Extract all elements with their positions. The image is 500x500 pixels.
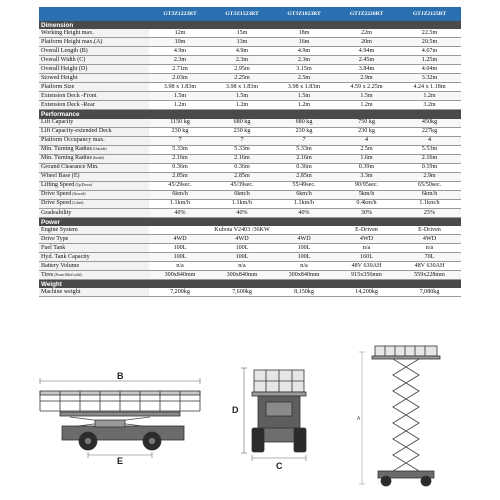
table-row bbox=[39, 47, 461, 56]
table-row bbox=[39, 235, 461, 244]
table-cell: 2.3m bbox=[149, 56, 211, 65]
spec-table bbox=[39, 7, 461, 297]
table-cell: 25% bbox=[398, 208, 461, 217]
rear-view-drawing bbox=[241, 368, 306, 461]
table-row bbox=[39, 38, 461, 47]
section-title: Performance bbox=[39, 110, 461, 119]
scissor-arm-right bbox=[393, 359, 419, 471]
row-label-text: Platform Size bbox=[41, 83, 75, 90]
table-row bbox=[39, 262, 461, 271]
table-cell: 7 bbox=[149, 136, 211, 145]
table-row bbox=[39, 65, 461, 74]
table-cell: 22.5m bbox=[398, 29, 461, 38]
table-row bbox=[39, 145, 461, 154]
table-row bbox=[39, 244, 461, 253]
table-cell: 160L bbox=[335, 253, 398, 262]
row-label-text: Lift Capacity-extended Deck bbox=[41, 128, 112, 135]
table-cell: 20.5m bbox=[398, 38, 461, 47]
row-label bbox=[39, 56, 149, 65]
table-cell: 7,080kg bbox=[398, 288, 461, 297]
table-cell: 4WD bbox=[273, 235, 335, 244]
table-cell: 750 kg bbox=[335, 119, 398, 128]
table-cell: 2.16m bbox=[149, 154, 211, 163]
table-cell: 2.16m bbox=[273, 154, 335, 163]
table-cell: 6km/h bbox=[149, 190, 211, 199]
right-wheel-icon bbox=[294, 428, 306, 452]
table-cell: 8,150kg bbox=[273, 288, 335, 297]
row-label-text: Fuel Tank bbox=[41, 244, 66, 251]
dimension-label-length: B bbox=[117, 371, 124, 381]
row-label bbox=[39, 92, 149, 101]
table-cell: 1.1km/h bbox=[149, 199, 211, 208]
table-row bbox=[39, 288, 461, 297]
model-header: GTJZ2226RT bbox=[335, 7, 398, 21]
section-header-row bbox=[39, 218, 461, 227]
row-label bbox=[39, 226, 149, 235]
table-cell: 680 kg bbox=[273, 119, 335, 128]
section-header-row bbox=[39, 280, 461, 289]
extended-front-wheel-icon bbox=[421, 476, 431, 486]
table-cell: 4WD bbox=[398, 235, 461, 244]
extended-view-drawing bbox=[359, 346, 440, 486]
row-label-text: Gradeability bbox=[41, 209, 72, 216]
table-cell: 915x356mm bbox=[335, 271, 398, 280]
row-label-text: Platform Height max.(A) bbox=[41, 38, 103, 45]
section-header-row bbox=[39, 110, 461, 119]
table-cell: 6km/h bbox=[398, 190, 461, 199]
row-label-text: Engine System bbox=[41, 226, 78, 233]
table-cell: 4.59 x 2.25m bbox=[335, 83, 398, 92]
table-cell: 7,200kg bbox=[149, 288, 211, 297]
left-wheel-icon bbox=[252, 428, 264, 452]
row-label-text: Min. Turning Radius bbox=[41, 155, 92, 162]
table-cell: 7 bbox=[273, 136, 335, 145]
table-cell: n/a bbox=[398, 244, 461, 253]
model-header: GTJZ2125RT bbox=[398, 7, 461, 21]
row-label-text: Tires bbox=[41, 271, 54, 278]
table-row bbox=[39, 226, 461, 235]
raised-platform bbox=[372, 356, 440, 359]
table-cell: 4.9m bbox=[273, 47, 335, 56]
table-row bbox=[39, 136, 461, 145]
table-cell: 70L bbox=[398, 253, 461, 262]
dimension-label-platform-height: A bbox=[357, 416, 361, 422]
machine-drawings bbox=[0, 340, 500, 500]
table-row bbox=[39, 101, 461, 110]
row-label bbox=[39, 127, 149, 136]
table-cell: 4.9m bbox=[149, 47, 211, 56]
table-cell: n/a bbox=[273, 262, 335, 271]
row-label-text: Wheel Base (E) bbox=[41, 173, 80, 180]
table-cell: 680 kg bbox=[211, 119, 273, 128]
model-header-row bbox=[39, 7, 461, 21]
dimension-label-height: D bbox=[232, 405, 239, 415]
table-row bbox=[39, 127, 461, 136]
table-cell: 2.85m bbox=[211, 172, 273, 181]
table-cell: 230 kg bbox=[211, 127, 273, 136]
merged-cell: Kubota V2403 /36KW bbox=[149, 226, 335, 235]
table-cell: 15m bbox=[211, 29, 273, 38]
row-label-text: Extension Deck -Front bbox=[41, 92, 97, 99]
table-cell: 100L bbox=[273, 253, 335, 262]
table-cell: 2.25m bbox=[211, 74, 273, 83]
table-cell: 2.85m bbox=[149, 172, 211, 181]
row-label-note: (Foam-filled solid) bbox=[54, 272, 82, 277]
row-label-text: Overall Height (D) bbox=[41, 65, 88, 72]
row-label bbox=[39, 262, 149, 271]
table-row bbox=[39, 74, 461, 83]
table-row bbox=[39, 208, 461, 217]
table-cell: n/a bbox=[211, 262, 273, 271]
extended-rear-wheel-icon bbox=[381, 476, 391, 486]
table-cell: 2.85m bbox=[273, 172, 335, 181]
table-cell: 45/29sec. bbox=[149, 181, 211, 190]
row-label bbox=[39, 199, 149, 208]
table-cell: 230 kg bbox=[273, 127, 335, 136]
section-header-row bbox=[39, 21, 461, 29]
table-cell: 1.2m bbox=[335, 101, 398, 110]
table-cell: 5.53m bbox=[398, 145, 461, 154]
table-cell: 3.32m bbox=[398, 74, 461, 83]
table-row bbox=[39, 119, 461, 128]
table-cell: 3.84m bbox=[335, 65, 398, 74]
table-cell: 3.15m bbox=[273, 65, 335, 74]
table-cell: 7,600kg bbox=[211, 288, 273, 297]
table-cell: 100L bbox=[211, 244, 273, 253]
table-cell: 4.24 x 1.18m bbox=[398, 83, 461, 92]
row-label bbox=[39, 29, 149, 38]
table-cell: 1150 kg bbox=[149, 119, 211, 128]
table-cell: E-Driven bbox=[398, 226, 461, 235]
table-cell: 4 bbox=[335, 136, 398, 145]
table-row bbox=[39, 83, 461, 92]
row-label-text: Min. Turning Radius bbox=[41, 146, 92, 153]
section-title: Dimension bbox=[39, 21, 461, 29]
table-cell: 559x228mm bbox=[398, 271, 461, 280]
table-cell: 2.5m bbox=[335, 145, 398, 154]
table-row bbox=[39, 172, 461, 181]
table-cell: 3.98 x 1.83m bbox=[211, 83, 273, 92]
table-cell: 7 bbox=[211, 136, 273, 145]
table-row bbox=[39, 190, 461, 199]
table-cell: 1.5m bbox=[273, 92, 335, 101]
table-cell: 0.4km/h bbox=[335, 199, 398, 208]
table-cell: 6km/h bbox=[211, 190, 273, 199]
table-cell: 1.1km/h bbox=[211, 199, 273, 208]
row-label bbox=[39, 190, 149, 199]
row-label-text: Working Height max. bbox=[41, 29, 94, 36]
section-title: Power bbox=[39, 218, 461, 227]
row-label bbox=[39, 244, 149, 253]
row-label-text: Overall Width (C) bbox=[41, 56, 86, 63]
table-cell: 2.3m bbox=[273, 56, 335, 65]
table-cell: 3.2m bbox=[398, 101, 461, 110]
table-cell: 10m bbox=[149, 38, 211, 47]
row-label-note: (Outside) bbox=[92, 147, 107, 152]
table-cell: 4WD bbox=[149, 235, 211, 244]
table-row bbox=[39, 199, 461, 208]
table-cell: 100L bbox=[149, 244, 211, 253]
row-label-text: Extension Deck -Rear bbox=[41, 101, 95, 108]
table-cell: 1.1km/h bbox=[273, 199, 335, 208]
table-cell: 4.04m bbox=[398, 65, 461, 74]
table-cell: 0.36m bbox=[273, 163, 335, 172]
row-label bbox=[39, 47, 149, 56]
table-cell: 40% bbox=[149, 208, 211, 217]
table-cell: 0.36m bbox=[211, 163, 273, 172]
table-cell: 450kg bbox=[398, 119, 461, 128]
table-cell: 4.9m bbox=[211, 47, 273, 56]
raised-guardrail bbox=[375, 346, 437, 356]
table-cell: 300x840mm bbox=[149, 271, 211, 280]
row-label bbox=[39, 65, 149, 74]
table-cell: 2.71m bbox=[149, 65, 211, 74]
table-cell: 230 kg bbox=[149, 127, 211, 136]
table-row bbox=[39, 253, 461, 262]
table-cell: 22m bbox=[335, 29, 398, 38]
table-cell: 1.5m bbox=[149, 92, 211, 101]
table-row bbox=[39, 56, 461, 65]
table-cell: 4.67m bbox=[398, 47, 461, 56]
table-cell: 2.16m bbox=[398, 154, 461, 163]
table-cell: 0.19m bbox=[398, 163, 461, 172]
table-row bbox=[39, 181, 461, 190]
table-cell: 12m bbox=[149, 29, 211, 38]
row-label-note: (Lifted) bbox=[72, 201, 84, 206]
table-cell: 2.9m bbox=[398, 172, 461, 181]
row-label bbox=[39, 172, 149, 181]
table-cell: 4.94m bbox=[335, 47, 398, 56]
table-cell: 4 bbox=[398, 136, 461, 145]
table-cell: 18m bbox=[273, 29, 335, 38]
table-cell: 100L bbox=[273, 244, 335, 253]
table-cell: E-Driven bbox=[335, 226, 398, 235]
table-cell: 45/39sec. bbox=[211, 181, 273, 190]
table-cell: 2.95m bbox=[211, 65, 273, 74]
table-row bbox=[39, 92, 461, 101]
row-label-note: (Inside) bbox=[92, 156, 105, 161]
table-cell: 4WD bbox=[211, 235, 273, 244]
row-label-text: Hyd. Tank Capacity bbox=[41, 253, 90, 260]
table-row bbox=[39, 154, 461, 163]
row-label bbox=[39, 101, 149, 110]
row-label bbox=[39, 163, 149, 172]
table-cell: 1.2m bbox=[398, 92, 461, 101]
table-cell: 3.98 x 1.83m bbox=[149, 83, 211, 92]
row-label bbox=[39, 271, 149, 280]
table-cell: 1.2m bbox=[149, 101, 211, 110]
header-corner bbox=[39, 7, 149, 21]
row-label bbox=[39, 208, 149, 217]
table-cell: 1.2m bbox=[273, 101, 335, 110]
table-cell: 1.1km/h bbox=[398, 199, 461, 208]
table-cell: 5.33m bbox=[273, 145, 335, 154]
table-cell: 5.33m bbox=[149, 145, 211, 154]
dimension-label-width: C bbox=[276, 461, 283, 471]
table-cell: 48V 630AH bbox=[335, 262, 398, 271]
table-cell: 0.36m bbox=[149, 163, 211, 172]
table-cell: 1.2m bbox=[211, 101, 273, 110]
section-title: Weight bbox=[39, 280, 461, 289]
table-cell: 20m bbox=[335, 38, 398, 47]
table-row bbox=[39, 271, 461, 280]
row-label-note: (Up/Down) bbox=[75, 183, 92, 188]
side-view-drawing bbox=[40, 378, 200, 458]
table-cell: 0.39m bbox=[335, 163, 398, 172]
table-cell: 3.98 x 1.83m bbox=[273, 83, 335, 92]
row-label bbox=[39, 154, 149, 163]
row-label-text: Lifting Speed bbox=[41, 182, 75, 189]
table-cell: 55/49sec. bbox=[273, 181, 335, 190]
row-label bbox=[39, 288, 149, 297]
model-header: GTJZ1523RT bbox=[211, 7, 273, 21]
table-cell: 3.3m bbox=[335, 172, 398, 181]
table-row bbox=[39, 163, 461, 172]
table-cell: 2.16m bbox=[211, 154, 273, 163]
table-row bbox=[39, 29, 461, 38]
row-label-text: Stowed Height bbox=[41, 74, 78, 81]
row-label bbox=[39, 83, 149, 92]
row-label bbox=[39, 181, 149, 190]
table-cell: 1.5m bbox=[335, 92, 398, 101]
row-label-text: Machine weight bbox=[41, 288, 81, 295]
table-cell: 1.5m bbox=[211, 92, 273, 101]
row-label-text: Drive Type bbox=[41, 235, 69, 242]
row-label-text: Battery Volume bbox=[41, 262, 80, 269]
table-cell: 100L bbox=[211, 253, 273, 262]
table-cell: n/a bbox=[149, 262, 211, 271]
table-cell: n/a bbox=[335, 244, 398, 253]
table-cell: 65/50sec. bbox=[398, 181, 461, 190]
table-cell: 230 kg bbox=[335, 127, 398, 136]
table-cell: 300x840mm bbox=[273, 271, 335, 280]
table-cell: 300x840mm bbox=[211, 271, 273, 280]
row-label bbox=[39, 253, 149, 262]
row-label bbox=[39, 145, 149, 154]
row-label-text: Ground Clearance Min. bbox=[41, 164, 99, 171]
table-cell: 16m bbox=[273, 38, 335, 47]
dimension-label-wheelbase: E bbox=[117, 456, 124, 466]
table-cell: 4WD bbox=[335, 235, 398, 244]
table-cell: 5km/h bbox=[335, 190, 398, 199]
model-header: GTJZ1223RT bbox=[149, 7, 211, 21]
table-cell: 14,200kg bbox=[335, 288, 398, 297]
row-label bbox=[39, 235, 149, 244]
table-cell: 2.5m bbox=[273, 74, 335, 83]
row-label bbox=[39, 38, 149, 47]
table-cell: 2.9m bbox=[335, 74, 398, 83]
row-label bbox=[39, 136, 149, 145]
table-cell: 48V 630AH bbox=[398, 262, 461, 271]
table-cell: 100L bbox=[149, 253, 211, 262]
model-header: GTJZ1823RT bbox=[273, 7, 335, 21]
table-cell: 90/95sec. bbox=[335, 181, 398, 190]
table-cell: 13m bbox=[211, 38, 273, 47]
row-label-text: Drive Speed bbox=[41, 191, 72, 198]
table-cell: 1.25m bbox=[398, 56, 461, 65]
row-label bbox=[39, 119, 149, 128]
row-label-text: Drive Speed bbox=[41, 200, 72, 207]
row-label-note: (Stowed) bbox=[72, 192, 86, 197]
table-cell: 40% bbox=[273, 208, 335, 217]
row-label-text: Platform Occupancy max. bbox=[41, 137, 105, 144]
table-cell: 6km/h bbox=[273, 190, 335, 199]
row-label-text: Lift Capacity bbox=[41, 119, 74, 126]
table-cell: 40% bbox=[211, 208, 273, 217]
table-cell: 227kg bbox=[398, 127, 461, 136]
table-cell: 2.03m bbox=[149, 74, 211, 83]
row-label-text: Overall Length (B) bbox=[41, 47, 88, 54]
table-cell: 5.33m bbox=[211, 145, 273, 154]
row-label bbox=[39, 74, 149, 83]
table-cell: 2.3m bbox=[211, 56, 273, 65]
table-cell: 1.6m bbox=[335, 154, 398, 163]
table-cell: 2.45m bbox=[335, 56, 398, 65]
table-cell: 30% bbox=[335, 208, 398, 217]
